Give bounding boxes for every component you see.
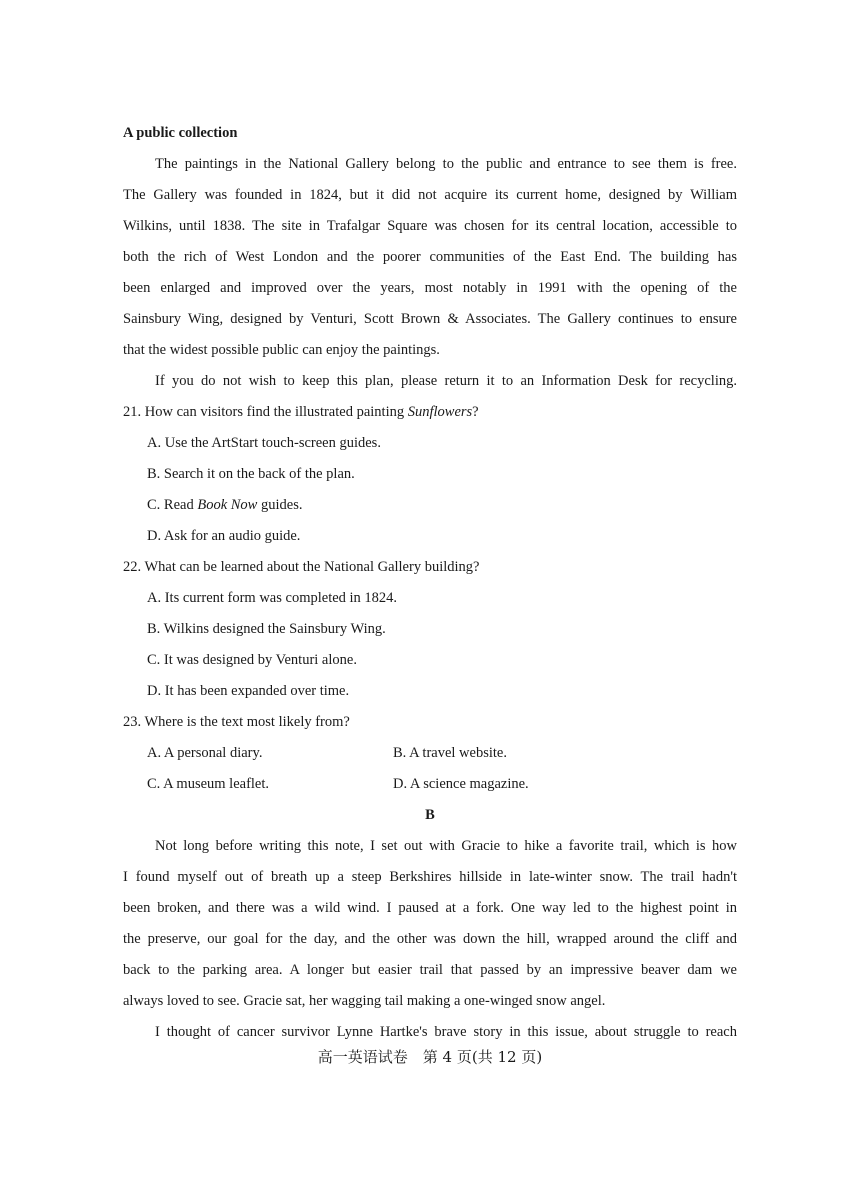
section-b-paragraph-line: I found myself out of breath up a steep Berkshires hillside in late-winter snow. The trail hadn't xyxy=(123,869,737,885)
question-23-option-a: A. A personal diary. xyxy=(147,745,263,761)
section-a-paragraph-line: been enlarged and improved over the years, most notably in 1991 with the opening of the xyxy=(123,280,737,296)
recycle-note: If you do not wish to keep this plan, please return it to an Information Desk for recycling. xyxy=(155,373,737,389)
question-21-option-d: D. Ask for an audio guide. xyxy=(147,528,301,544)
section-a-paragraph-line: Wilkins, until 1838. The site in Trafalgar Square was chosen for its central location, accessible to xyxy=(123,218,737,234)
question-22-stem: 22. What can be learned about the National Gallery building? xyxy=(123,559,480,575)
question-21-option-a: A. Use the ArtStart touch-screen guides. xyxy=(147,435,381,451)
section-a-heading: A public collection xyxy=(123,125,238,141)
section-a-paragraph-line: that the widest possible public can enjoy the paintings. xyxy=(123,342,440,358)
page-footer: 高一英语试卷 第 4 页(共 12 页) xyxy=(317,1048,543,1066)
question-22-option-c: C. It was designed by Venturi alone. xyxy=(147,652,357,668)
question-23-option-b: B. A travel website. xyxy=(393,745,507,761)
section-a-paragraph-line: The Gallery was founded in 1824, but it did not acquire its current home, designed by William xyxy=(123,187,737,203)
question-23-stem: 23. Where is the text most likely from? xyxy=(123,714,350,730)
question-23-option-d: D. A science magazine. xyxy=(393,776,529,792)
section-b-paragraph-line: I thought of cancer survivor Lynne Hartke's brave story in this issue, about struggle to reach xyxy=(155,1024,737,1040)
question-21-option-b: B. Search it on the back of the plan. xyxy=(147,466,355,482)
question-21-option-c: C. Read Book Now guides. xyxy=(147,497,303,513)
question-22-option-a: A. Its current form was completed in 1824. xyxy=(147,590,398,606)
section-b-paragraph-line: Not long before writing this note, I set out with Gracie to hike a favorite trail, which is how xyxy=(155,838,737,854)
section-b-paragraph-line: back to the parking area. A longer but easier trail that passed by an impressive beaver dam we xyxy=(123,962,737,978)
question-22-option-b: B. Wilkins designed the Sainsbury Wing. xyxy=(147,621,386,637)
section-a-paragraph-line: Sainsbury Wing, designed by Venturi, Scott Brown & Associates. The Gallery continues to ensure xyxy=(123,311,737,327)
section-a-paragraph-line: both the rich of West London and the poorer communities of the East End. The building has xyxy=(123,249,737,265)
section-b-heading: B xyxy=(425,807,435,823)
section-b-paragraph-line: been broken, and there was a wild wind. I paused at a fork. One way led to the highest point in xyxy=(123,900,737,916)
question-21-stem: 21. How can visitors find the illustrated painting Sunflowers? xyxy=(123,404,479,420)
question-23-option-c: C. A museum leaflet. xyxy=(147,776,270,792)
section-b-paragraph-line: the preserve, our goal for the day, and the other was down the hill, wrapped around the cliff and xyxy=(123,931,737,947)
question-22-option-d: D. It has been expanded over time. xyxy=(147,683,350,699)
page-content xyxy=(123,118,737,1048)
question-23-options-row xyxy=(123,769,737,800)
section-b-paragraph-line: always loved to see. Gracie sat, her wagging tail making a one-winged snow angel. xyxy=(123,993,606,1009)
section-a-paragraph-line: The paintings in the National Gallery belong to the public and entrance to see them is free. xyxy=(155,156,737,172)
question-23-options-row xyxy=(123,738,737,769)
